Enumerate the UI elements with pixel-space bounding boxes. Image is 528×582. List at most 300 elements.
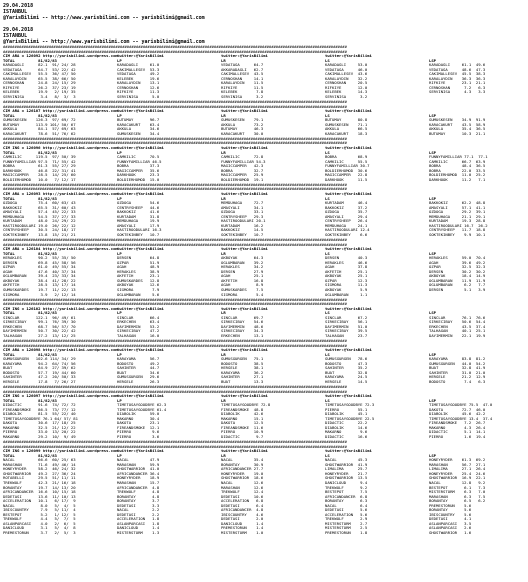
separator-line: ###################################################################################################################################################### — [3, 45, 347, 49]
column-header: LS — [325, 251, 330, 256]
table-cell: VEDATAGA 64.7 53/ 22/ 42 — [3, 67, 76, 72]
table-cell: GUMUSGURGEN 102.6 114/ 34/ 29 — [3, 357, 76, 362]
table-cell: SINCLAR 122.1 96/ 49/ 61 — [3, 315, 76, 320]
table-cell: DIDACTIC 91.6 74/ 72/ 72 — [3, 403, 76, 408]
table-cell: DARKHOOK 23.3 — [117, 173, 160, 178]
table-cell: DIDACTIC 5.1 14.1 — [429, 430, 486, 435]
table-cell: GOKTEKINBEY 10.7 — [221, 232, 264, 237]
column-header: LSP — [429, 196, 437, 201]
table-cell: KARALAYDIN 36.3 36.3 — [429, 76, 486, 81]
table-cell: BOBRA 37.3 — [117, 164, 160, 169]
table-cell: MAKARNO 29.2 10/ 9/ 49 — [3, 434, 76, 439]
table-cell: KARACAKURT 43.5 58.9 — [429, 122, 486, 127]
table-cell: FUNNYFAMILLIAR 30.7 — [325, 164, 370, 169]
table-cell: MARASHAN 56.7 27.1 — [429, 462, 486, 467]
table-cell: HERAKLES 34.2 — [221, 265, 264, 270]
race-title-cell: CIM ARA = 126092 http://yarisbilimi.wordpress.com — [3, 53, 118, 59]
table-cell: DAKOTA 23.1 — [117, 421, 160, 426]
column-header: LR — [221, 150, 226, 155]
table-cell: CENTRYSHEEP 29.3 — [221, 214, 264, 219]
table-cell: OGLUMBARAN 39.4 23/ 33/ 34 — [3, 274, 76, 279]
separator-line: ###################################################################################################################################################### — [3, 444, 347, 449]
table-cell: DEDETASI 13.6 11/ 10/ 13 — [3, 494, 76, 499]
column-header: LSP — [429, 398, 437, 403]
table-cell: MEMDUHAGA 54.5 37/ 27/ 33 — [3, 214, 76, 219]
separator-line: ###################################################################################################################################################### — [3, 440, 347, 445]
table-cell: NACAL 2.2 — [117, 508, 160, 513]
table-cell: KARADAGLI 53.0 — [325, 63, 368, 68]
table-cell: NACAL 35.4 — [221, 458, 264, 463]
table-cell: SIGMORA 11.3 — [325, 283, 368, 288]
table-cell: AKKULA 84.1 57/ 69/ 63 — [3, 127, 76, 132]
table-cell: PREMESTORUN 5.6 — [429, 503, 472, 508]
table-cell: MAKARNO 32.5 21/ 12/ 22 — [3, 425, 76, 430]
separator-line: ###################################################################################################################################################### — [3, 384, 347, 389]
table-cell: DAKOTA 12.5 — [221, 421, 264, 426]
table-cell: DERSEN 27.9 — [221, 269, 264, 274]
table-cell: BOLDIERHOMOD 15.0 — [117, 177, 160, 182]
column-header: LP — [117, 311, 122, 316]
table-cell: HERGELE 14.5 — [325, 379, 368, 384]
table-row — [3, 334, 525, 339]
table-cell: DEDETASI 2.2 — [117, 512, 160, 517]
race-title-cell: CIM ARA = 126098 http://yarisbilimi.wordpress.com — [3, 347, 118, 353]
table-cell: HASTIROODULARI 12.4 — [325, 228, 370, 233]
table-cell: HONEYRYDER 25.4 24.6 — [429, 471, 486, 476]
table-cell: GUMUSKARDES 19.7 11/ 22/ 13 — [3, 287, 76, 292]
table-cell: HASTIROODULARI 20.1 — [221, 219, 266, 224]
column-header: TOTAL 81/82/83 — [3, 113, 57, 118]
separator-line: ###################################################################################################################################################### — [3, 182, 347, 187]
table-cell: GUMUSKESEN 71.1 — [325, 122, 368, 127]
table-cell: HONEYRYDER 58.2 46/ 24/ 32 — [3, 467, 76, 472]
table-cell: BODOSTO 38.5 — [221, 361, 264, 366]
race-title-cell: twitter:@YarisBilimi — [325, 448, 372, 454]
table-cell: GOKTEKINBEY 9.9 10.1 — [429, 232, 486, 237]
table-cell: VEDATAGA 46.0 — [325, 67, 368, 72]
column-header: LSP — [429, 113, 437, 118]
race-block — [3, 385, 525, 440]
table-row — [3, 435, 525, 440]
table-cell: BAKKOKIZ 14.5 — [221, 228, 264, 233]
table-cell: DIABOLIK 81.5 55/ 22/ 40 — [3, 412, 76, 417]
column-header: LS — [325, 196, 330, 201]
table-cell: BODOSTO 57.7 19/ 44/ 60 — [3, 370, 76, 375]
table-cell: MARASHAN 6.3 7.5 — [429, 494, 486, 499]
race-title-cell: twitter:@YarisBilimi — [117, 305, 164, 311]
table-cell: MISTERSTORM 2.5 — [325, 526, 368, 531]
table-cell: OZDOGA 54.6 — [117, 201, 160, 206]
table-cell: DAYIMERMIN 51.0 — [325, 324, 368, 329]
table-cell: VEDATAGA 48.6 47.3 — [429, 67, 486, 72]
table-cell: KARAYAMA 56.7 — [117, 357, 160, 362]
table-cell: BAKKOKIZ 62.2 48.8 — [429, 201, 486, 206]
table-cell: NACAL 66.6 60/ 25/ 63 — [3, 458, 76, 463]
table-cell: GUMUSKESEN 126.3 97/ 69/ 72 — [3, 118, 76, 123]
table-cell: FIREANDSMOKE 11.6 — [221, 425, 264, 430]
table-cell: GUMUSKESEN 79.1 — [221, 118, 264, 123]
table-cell: TIMETOSAYGOODBYE 72.3 — [325, 403, 375, 408]
table-cell: DAKOTA 30.6 17/ 18/ 25 — [3, 421, 76, 426]
table-cell: SAHINTER 27.1 — [221, 375, 264, 380]
table-cell: BODOSTO 47.3 — [325, 361, 368, 366]
column-header: LP — [117, 251, 122, 256]
table-cell: HERAKLES 59.0 70.4 — [429, 256, 486, 261]
table-cell: IBISCOUNTRY 5.6 — [429, 512, 472, 517]
column-header: LP — [117, 196, 122, 201]
table-cell: BORANTAY 4.8 — [117, 494, 160, 499]
table-cell: BUAT 34.6 — [117, 370, 160, 375]
separator-line: ###################################################################################################################################################### — [3, 141, 347, 146]
table-cell: AFRICANDANCER 6.8 — [325, 494, 368, 499]
race-block — [3, 238, 525, 297]
column-header: LS — [325, 311, 330, 316]
header-city: ISTANBUL — [3, 9, 28, 15]
table-cell: CAMKILIC 72.8 — [221, 155, 264, 160]
table-cell: DIDACTIC 22.2 — [325, 421, 368, 426]
table-cell: BAKKOKIZ 37.2 — [325, 205, 368, 210]
table-cell: BUTUMAY 80.8 — [325, 118, 368, 123]
table-cell: ERKECHEN 43.5 37.4 — [429, 324, 486, 329]
table-cell: PREMESTORUN 1.8 — [325, 530, 368, 535]
table-cell: BESTEPOT 7.5 — [325, 490, 368, 495]
table-cell: MARASHAN 15.7 — [117, 480, 160, 485]
table-cell: SINCLAR 76.1 76.6 — [429, 315, 486, 320]
table-cell — [429, 95, 525, 100]
race-title-cell: CIM ING = 126097 http://yarisbilimi.wordpress.com — [3, 393, 118, 399]
table-cell: CAMKILIC 55.5 — [325, 159, 368, 164]
race-title-cell: twitter:@YarisBilimi — [221, 191, 268, 196]
table-cell: BUAT 32.8 41.9 — [429, 366, 486, 371]
table-cell: AKBOYAK 18.4 14.9 — [429, 274, 486, 279]
table-cell: CERNOSHAN 14.1 — [221, 76, 264, 81]
column-header: TOTAL 81/82/83 — [3, 58, 57, 63]
race-block — [3, 440, 525, 535]
table-cell: KARALAYDIN 13.1 — [117, 81, 160, 86]
column-header: LR — [221, 251, 226, 256]
column-header: LSP — [429, 251, 437, 256]
table-cell: AKKULA 35.4 36.5 — [429, 127, 486, 132]
table-cell: MAGICCAMPER 25.9 — [221, 173, 264, 178]
table-cell: SERVINISA 4.3 3.3 — [429, 90, 486, 95]
table-cell: KARACAKURT 18.3 — [325, 131, 368, 136]
table-cell: OZPAR 12.3 — [325, 278, 368, 283]
separator-line: ###################################################################################################################################################### — [3, 136, 347, 141]
table-cell: NACAL 12.8 9.2 — [429, 480, 486, 485]
table-cell: BUAT 13.3 — [221, 379, 264, 384]
separator-line: ###################################################################################################################################################### — [3, 339, 347, 343]
table-cell: OZPAR 61.0 49/ 55/ 34 — [3, 265, 76, 270]
table-cell: DERSEN 69.8 45/ 58/ 56 — [3, 260, 76, 265]
table-cell: TREKWOLF 4.8 — [117, 490, 160, 495]
table-cell: KELEBEK 7.8 — [221, 90, 264, 95]
table-cell: BOBRA 61.3 55/ 27/ 29 — [3, 164, 76, 169]
table-cell: GHOSTWARRIOR 49.2 27/ 36/ 24 — [3, 471, 76, 476]
table-cell: HONEYRYDER 61.3 69.2 — [429, 458, 486, 463]
race-title-cell: twitter:@YarisBilimi — [221, 246, 268, 252]
table-cell: KELEBEK 19.6 — [117, 76, 160, 81]
table-cell: ACCELERATION 6.8 — [221, 499, 264, 504]
race-title-cell: CIM ARA = 126104 http://yarisbilimi.wordpress.com — [3, 246, 118, 252]
table-cell: DEDETASI 3.3 — [117, 503, 160, 508]
table-cell: RIFKIYE 11.3 — [117, 90, 160, 95]
table-cell: AGAH 48.9 — [117, 265, 160, 270]
race-title-cell: twitter:@YarisBilimi — [117, 53, 164, 59]
table-cell: NACAL 45.3 — [325, 458, 368, 463]
table-cell: PIERRO 1.6 19.4 — [429, 434, 486, 439]
table-cell: BAKKOKIZ 65.5 31/ 60/ 43 — [3, 205, 76, 210]
column-header: LR — [221, 398, 226, 403]
table-cell: OZPAR 32.5 32.3 — [429, 265, 486, 270]
column-header: LS — [325, 58, 330, 63]
table-cell: BOLDIERHOMOD 30.6 — [325, 168, 368, 173]
table-cell: SERVINISA 3.2 — [325, 95, 368, 100]
table-cell: DIABOLIK 45.1 — [325, 412, 368, 417]
table-cell: ERKECHEN 13.1 — [221, 333, 264, 338]
table-cell: AKKULA 66.5 — [325, 127, 368, 132]
table-row — [3, 95, 525, 100]
column-header: LS — [325, 398, 330, 403]
race-title-cell: CIM ARA = 126107 http://yarisbilimi.wordpress.com — [3, 108, 118, 114]
race-title-cell: twitter:@YarisBilimi — [325, 145, 372, 151]
table-cell: DERSEN 5.1 3.9 — [429, 287, 486, 292]
table-cell: DEDETASI 4.1 — [429, 517, 472, 522]
race-title-cell: twitter:@YarisBilimi — [325, 393, 372, 399]
table-cell: DIABOLIK 45.6 42.2 — [429, 412, 486, 417]
table-cell: MISTERSTORM 1.3 — [117, 530, 160, 535]
separator-line: ###################################################################################################################################################### — [3, 389, 347, 394]
table-cell: MARASHAN 12.6 — [221, 485, 264, 490]
table-cell: CERNOSHAN 12.6 — [117, 85, 160, 90]
race-blocks — [3, 45, 525, 536]
table-cell: SERVINISA 5.0 — [117, 95, 160, 100]
table-cell: ASLANPARCASI 4.0 2/ 6/ 5 — [3, 521, 76, 526]
separator-line: ###################################################################################################################################################### — [3, 297, 347, 302]
table-cell: FIREANDSMOKE 48.8 — [221, 407, 264, 412]
race-title-cell: twitter:@YarisBilimi — [325, 108, 372, 114]
table-cell: HERGELE 17.8 7/ 26/ 27 — [3, 379, 76, 384]
race-title-cell: twitter:@YarisBilimi — [117, 393, 164, 399]
table-cell: GUMUSGURGEN 75.1 — [221, 357, 264, 362]
table-cell: ERKECHEN 63.4 — [117, 320, 160, 325]
table-cell: CAKIMALLESEV 55.5 36/ 47/ 50 — [3, 72, 76, 77]
race-title-cell: twitter:@YarisBilimi — [117, 246, 164, 252]
table-cell: NACAL 12.6 — [221, 480, 264, 485]
table-cell: GHOSTWARRIOR 41.0 — [117, 467, 160, 472]
table-cell: CENTRYSHEEP 11.7 18.8 — [429, 228, 486, 233]
race-block — [3, 100, 525, 136]
race-title-cell: twitter:@YarisBilimi — [325, 246, 372, 252]
table-cell: GHOSTWARRIOR 1.6 — [429, 530, 472, 535]
table-cell: KURTADAM 31.8 — [117, 214, 160, 219]
table-cell: DAYIMERMIN 48.6 — [221, 324, 264, 329]
table-cell: RIFKIYE 12.0 — [325, 85, 368, 90]
column-header: LSP — [429, 311, 437, 316]
table-cell: SERVINISA 3.2 — [221, 95, 264, 100]
table-cell: TIMETOSAYGOODBYE 61.4 — [117, 407, 167, 412]
table-cell: AKKARADAGLI 62.7 — [221, 67, 264, 72]
table-cell: AFRICANDANCER 27.7 — [221, 467, 264, 472]
table-cell: OZDOGA 35.7 — [325, 210, 368, 215]
table-cell: PIERRO 33.0 13/ 20/ 22 — [3, 430, 76, 435]
race-title-cell: CIM ING = 126102 http://yarisbilimi.wordpress.com — [3, 305, 118, 311]
column-header: LSP — [429, 150, 437, 155]
table-cell: SAHINTER 35.2 — [325, 366, 368, 371]
table-cell: HONEYRYDER 18.9 — [117, 476, 160, 481]
column-header: LR — [221, 113, 226, 118]
table-cell: CAKIMALLESEV 53.3 — [117, 67, 160, 72]
table-cell: DIDACTIC 9.7 — [221, 434, 264, 439]
table-cell: AKKULA 34.6 — [117, 127, 160, 132]
table-cell: NACAL 8.0 5/ 4/ 5 — [3, 503, 76, 508]
table-cell: GHOSTWARRIOR 18.6 — [221, 476, 264, 481]
table-row — [3, 531, 525, 536]
table-cell: DEDETASI 5.6 — [325, 508, 368, 513]
table-cell: OGLUMBARAN 6.2 7.7 — [429, 283, 486, 288]
separator-line: ###################################################################################################################################################### — [3, 242, 347, 247]
table-cell: OGLUMBARAN 11.9 11.9 — [429, 278, 486, 283]
table-cell: SIGMORA 3.9 2/ 12/ 14 — [3, 292, 76, 297]
table-cell: CENTRYSHEEP 26.4 — [325, 219, 368, 224]
table-cell: DAYIMERMIN 53.2 — [117, 324, 160, 329]
table-cell: NACAL 6.4 — [325, 503, 368, 508]
table-cell: DERSEN 40.3 — [325, 256, 368, 261]
table-cell: DANICLOUD 1.4 — [117, 526, 160, 531]
column-header: TOTAL 81/82/83 — [3, 150, 57, 155]
table-cell: SIRKECIBAY 54.6 — [221, 320, 264, 325]
table-cell: AKFETIH 23.1 — [117, 274, 160, 279]
table-cell: DANICLOUD 9.4 — [325, 480, 368, 485]
table-cell: MEMDUHAGA 24.1 — [325, 223, 368, 228]
table-cell: BUAT 64.9 27/ 39/ 62 — [3, 366, 76, 371]
table-cell: KARACAKURT 30.0 — [221, 131, 264, 136]
table-cell: HERGELE 21.2 12.9 — [429, 375, 486, 380]
race-title-cell: twitter:@YarisBilimi — [117, 145, 164, 151]
race-block — [3, 45, 525, 100]
race-title-cell: twitter:@YarisBilimi — [221, 393, 268, 399]
race-title-cell: twitter:@YarisBilimi — [325, 347, 372, 353]
table-cell: AGAH 8.9 — [221, 283, 264, 288]
table-cell: MAGICCAMPER 22.8 — [325, 173, 368, 178]
table-cell: AKFETIH 28.5 13/ 17/ 14 — [3, 283, 76, 288]
table-cell: ERKECHEN 68.7 56/ 57/ 70 — [3, 324, 76, 329]
table-cell: GUMUSKARDES 12.8 — [117, 278, 160, 283]
table-cell: NACAL 47.9 — [117, 458, 160, 463]
column-header: TOTAL 81/82/83 — [3, 251, 57, 256]
table-cell: DEDETASI 2.0 — [221, 517, 264, 522]
table-cell: MEMDUHAGA 72.7 — [221, 201, 264, 206]
race-block — [3, 339, 525, 384]
table-cell: DERSEN 30.2 30.2 — [429, 269, 486, 274]
column-header: LR — [221, 352, 226, 357]
column-header: TOTAL 81/82/83 — [3, 352, 57, 357]
table-cell: MEMDUHAGA 21.1 29.1 — [429, 214, 486, 219]
table-cell: BORANTAY 3.7 — [117, 499, 160, 504]
table-cell: PREMESTORUN 1.4 — [221, 526, 264, 531]
table-cell: KARALAYDIN 65.5 38/ 66/ 50 — [3, 76, 76, 81]
column-header: LS — [325, 150, 330, 155]
table-cell: GUMUSGURGEN 44.0 54.2 — [429, 361, 486, 366]
table-cell: ACCELERATION 5.6 — [325, 512, 368, 517]
race-block — [3, 137, 525, 182]
table-cell: TIMETOSAYGOODBYE 76.1 64/ 57/ 81 — [3, 416, 78, 421]
column-header: TOTAL 81/82/83 — [3, 196, 57, 201]
table-cell: ASLANPARCASI 1.8 — [117, 521, 160, 526]
table-cell: CAMKILIC 70.5 — [117, 155, 160, 160]
table-cell: AMASYALI 34.1 — [221, 205, 264, 210]
table-cell: AGAH 39.6 49.2 — [429, 260, 486, 265]
column-header: LP — [117, 398, 122, 403]
table-cell: AKKULA 73.2 — [221, 122, 264, 127]
race-block — [3, 298, 525, 339]
table-cell: RIFKIYE 11.5 — [221, 85, 264, 90]
race-title-cell: twitter:@YarisBilimi — [117, 448, 164, 454]
table-cell: HASTIROODULARI 16.7 26.2 — [429, 223, 488, 228]
table-cell: FIREANDSMOKE 12.1 — [117, 425, 160, 430]
table-cell: CENTRYSHEEP 30.5 24/ 18/ 17 — [3, 228, 76, 233]
table-cell: MAKARNO 4.3 26.4 — [429, 425, 486, 430]
table-cell: MAGICCAMPER 28.5 14/ 25/ 60 — [3, 173, 76, 178]
table-cell: TREKWOLF 4.4 5/ 7/ 5 — [3, 517, 76, 522]
header-date-repeat: 29.04.2018 — [3, 27, 34, 33]
table-cell: AGAH 37.8 — [325, 265, 368, 270]
table-cell: SIRKECIBAY 56.1 — [325, 320, 368, 325]
table-row — [3, 178, 525, 183]
table-cell: HERGELE 38.1 — [221, 366, 264, 371]
table-cell — [429, 293, 525, 298]
table-cell: BOLDIERHOMOD 11.0 25.2 — [429, 173, 486, 178]
table-cell: VEDATAGA 64.7 — [221, 63, 264, 68]
table-cell: TREKWOLF 42.3 21/ 16/ 18 — [3, 480, 76, 485]
table-cell: HERGELE 26.3 — [117, 379, 160, 384]
table-cell: MARASHAN 71.6 49/ 46/ 14 — [3, 462, 76, 467]
table-cell: HASTIROODULARI 19.0 26/ 22/ 12 — [3, 223, 76, 228]
table-cell: ROTABELLI 29.5 51/ 11/ 11 — [3, 476, 76, 481]
table-cell: CERNOSHAN 20.5 — [325, 81, 368, 86]
table-cell: KARALAYDIN 11.5 — [221, 81, 264, 86]
separator-line: ###################################################################################################################################################### — [3, 187, 347, 192]
header-links: @YarisBilimi -- http://www.yarisbilimi.com -- yarisbilimi@gmail.com — [3, 15, 205, 21]
table-cell: BORANTAY 19.7 14/ 13/ 20 — [3, 485, 76, 490]
table-cell: LIMALIMA 27.1 26.4 — [429, 467, 486, 472]
table-cell: SAHINTER 47.2 20/ 50/ 33 — [3, 375, 76, 380]
table-cell: MISTERSTORM 6.3 7.0 — [429, 490, 486, 495]
table-cell: TIMETOSAYGOODBYE 62.3 — [117, 403, 167, 408]
table-cell: DARKHOOK 46.8 22/ 31/ 41 — [3, 168, 76, 173]
table-cell: DAYIMERMIN 50.7 30/ 22/ 42 — [3, 329, 76, 334]
table-cell: CERNOSHAN 24.8 24/ 15/ 29 — [3, 81, 76, 86]
race-title-cell: twitter:@YarisBilimi — [221, 448, 268, 454]
table-cell: AFRICANDANCER 36.4 — [117, 471, 160, 476]
table-cell: DAKOTA 72.7 46.0 — [429, 407, 486, 412]
table-cell: OGLUMBARAN 1.1 — [325, 292, 368, 297]
table-cell: DIABOLIK 59.0 — [117, 412, 160, 417]
table-cell: BORANTAY 5.6 — [429, 508, 472, 513]
column-header: TOTAL 81/82/83 — [3, 453, 57, 458]
table-cell: IBISCOUNTRY 4.6 — [221, 512, 264, 517]
table-cell: BUTUMAY 46.3 — [221, 127, 264, 132]
table-cell: SIGMORA 5.4 — [221, 292, 264, 297]
table-cell: SIGMORA 7.9 — [117, 287, 160, 292]
separator-line: ###################################################################################################################################################### — [3, 237, 347, 242]
table-cell: MAKARNO 9.6 — [325, 430, 368, 435]
table-cell: GUMUSGURGEN 29.6 — [117, 375, 160, 380]
table-cell: GOKTEKINBEY 6.6 — [325, 232, 368, 237]
race-block — [3, 183, 525, 238]
table-cell: BUAT 32.8 — [325, 370, 368, 375]
table-cell: KARAYAMA 36.2 — [221, 370, 264, 375]
table-cell: PIERRO 10.9 — [221, 430, 264, 435]
